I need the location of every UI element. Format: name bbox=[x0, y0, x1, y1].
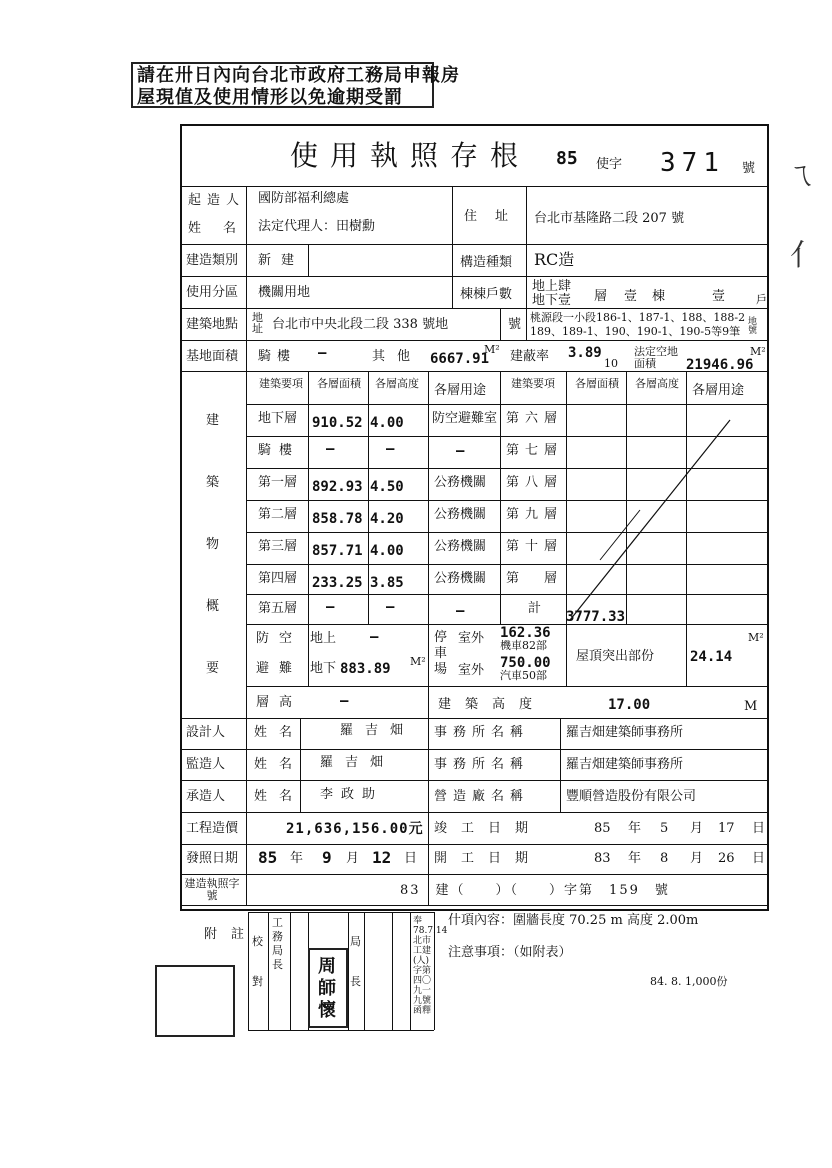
supervisor-name: 羅吉畑 bbox=[320, 755, 396, 770]
designer-office: 羅吉畑建築師事務所 bbox=[566, 725, 684, 740]
floors-below: 地下壹 bbox=[532, 293, 572, 308]
contractor-name-label: 姓名 bbox=[254, 789, 305, 804]
site-lot-suffix: 地號 bbox=[748, 317, 758, 336]
contractor-label: 承造人 bbox=[186, 789, 226, 804]
cost-label: 工程造價 bbox=[186, 821, 239, 836]
site-lot-label: 號 bbox=[508, 317, 522, 332]
parking-out-label: 室外 bbox=[458, 631, 485, 646]
bldg-height-label: 建築高度 bbox=[438, 697, 547, 712]
notes-item-1: 什項內容：圍牆長度 70.25 m 高度 2.00m bbox=[448, 913, 699, 928]
row-item: 地下層 bbox=[258, 411, 298, 426]
site-lots-1: 桃源段一小段186-1、187-1、188、188-2 bbox=[530, 311, 746, 324]
floor-unit: 層 bbox=[594, 289, 608, 304]
row-area: 892.93 bbox=[312, 479, 363, 495]
official-seal-icon bbox=[155, 965, 235, 1037]
permit-year: 85 bbox=[556, 148, 578, 169]
hdr-use-l: 各層用途 bbox=[434, 383, 487, 398]
permit-value: 83 建（ ）（ ）字第 159 號 bbox=[400, 883, 670, 898]
row-height: 4.20 bbox=[370, 511, 404, 527]
site-value: 台北市中央北段二段 338 號地 bbox=[272, 317, 449, 332]
row-item: 第五層 bbox=[258, 601, 298, 616]
contractor-company: 豐順營造股份有限公司 bbox=[566, 789, 697, 804]
row-item: 第三層 bbox=[258, 539, 298, 554]
roof-value: 24.14 bbox=[690, 649, 733, 665]
hdr-area-l: 各層面積 bbox=[317, 377, 361, 390]
other-unit: M² bbox=[484, 343, 500, 356]
other-value: 6667.91 bbox=[430, 351, 490, 367]
row-use: — bbox=[456, 443, 465, 459]
row-area: 910.52 bbox=[312, 415, 363, 431]
arcade-value: — bbox=[318, 345, 327, 361]
parking-in-note: 汽車50部 bbox=[500, 669, 547, 682]
agent-value: 法定代理人：田樹勳 bbox=[258, 219, 376, 234]
permit-label: 建造執照字號 bbox=[184, 877, 240, 902]
shelter-label-2: 避難 bbox=[256, 661, 303, 676]
coverage-unit: 10 bbox=[604, 357, 618, 370]
notice-line-2: 屋現值及使用情形以免逾期受罰 bbox=[137, 87, 403, 108]
approval-col-2: 工務局長 bbox=[272, 916, 283, 971]
designer-label: 設計人 bbox=[186, 725, 226, 740]
supervisor-label: 監造人 bbox=[186, 757, 226, 772]
permit-prefix: 使字 bbox=[596, 157, 623, 172]
row-height: — bbox=[386, 441, 395, 457]
notes-label: 附註 bbox=[204, 927, 259, 942]
row-use: 公務機關 bbox=[434, 507, 487, 522]
coverage-value: 3.89 bbox=[568, 345, 602, 361]
contractor-name: 李政助 bbox=[320, 787, 384, 802]
bldg-count: 壹 bbox=[624, 289, 638, 304]
zone-label: 使用分區 bbox=[186, 285, 239, 300]
shelter-below-value: 883.89 bbox=[340, 661, 391, 677]
other-label: 其他 bbox=[372, 349, 423, 364]
start-label: 開工日期 bbox=[434, 851, 543, 866]
shelter-label-1: 防空 bbox=[256, 631, 303, 646]
parking-out-note: 機車82部 bbox=[500, 639, 547, 652]
owner-value: 國防部福利總處 bbox=[258, 191, 350, 206]
bldg-height-value: 17.00 bbox=[608, 697, 651, 713]
approval-side-text: 奉78.7.14北市工建(人)字第四〇九一九號函釋 bbox=[413, 916, 448, 1016]
total-area: 3777.33 bbox=[566, 609, 626, 625]
row-use: 公務機關 bbox=[434, 571, 487, 586]
units-count: 壹 bbox=[712, 289, 726, 304]
arcade-label: 騎樓 bbox=[258, 349, 297, 364]
form-title: 使用執照存根 bbox=[290, 139, 531, 172]
notes-footer: 84. 8. 1,000份 bbox=[650, 975, 728, 988]
void-strike-lines bbox=[560, 400, 740, 630]
row-area: — bbox=[326, 599, 335, 615]
permit-suffix: 號 bbox=[742, 161, 756, 176]
row-height: 4.00 bbox=[370, 415, 404, 431]
hdr-height-l: 各層高度 bbox=[375, 377, 419, 390]
permit-number: 371 bbox=[660, 148, 725, 178]
row-item: 第一層 bbox=[258, 475, 298, 490]
hdr-item-r: 建築要項 bbox=[511, 377, 555, 390]
row-use: — bbox=[456, 603, 465, 619]
story-height-value: — bbox=[340, 693, 349, 709]
row-area: 858.78 bbox=[312, 511, 363, 527]
row-area: 857.71 bbox=[312, 543, 363, 559]
address-value: 台北市基隆路二段 207 號 bbox=[534, 211, 685, 226]
row-use: 防空避難室 bbox=[432, 411, 498, 426]
row-height: 3.85 bbox=[370, 575, 404, 591]
row-item: 第四層 bbox=[258, 571, 298, 586]
story-height-label: 層高 bbox=[256, 695, 303, 710]
parking-in-label: 室外 bbox=[458, 663, 485, 678]
build-type-value: 新建 bbox=[258, 253, 305, 268]
address-label: 住址 bbox=[464, 209, 527, 224]
roof-label: 屋頂突出部份 bbox=[576, 649, 655, 664]
designer-office-label: 事務所名稱 bbox=[434, 725, 530, 740]
structure-label: 構造種類 bbox=[460, 255, 513, 270]
hdr-height-r: 各層高度 bbox=[635, 377, 679, 390]
legal-value: 21946.96 bbox=[686, 357, 754, 373]
issue-label: 發照日期 bbox=[186, 851, 239, 866]
bldg-height-unit: M bbox=[744, 699, 758, 714]
complete-label: 竣工日期 bbox=[434, 821, 543, 836]
site-lots-2: 189、189-1、190、190-1、190-5等9筆 bbox=[530, 325, 741, 338]
owner-label: 起造人 bbox=[188, 193, 246, 208]
approval-col-1: 校對 bbox=[252, 935, 263, 988]
row-height: 4.50 bbox=[370, 479, 404, 495]
supervisor-office: 羅吉畑建築師事務所 bbox=[566, 757, 684, 772]
name-label: 姓名 bbox=[188, 221, 259, 236]
structure-value: RC造 bbox=[534, 250, 575, 269]
build-type-label: 建造類別 bbox=[186, 253, 239, 268]
shelter-unit: M² bbox=[410, 655, 426, 668]
notice-stamp bbox=[131, 62, 460, 108]
supervisor-name-label: 姓名 bbox=[254, 757, 305, 772]
row-item: 騎樓 bbox=[258, 443, 301, 458]
cost-value: 21,636,156.00元 bbox=[286, 821, 424, 837]
parking-label: 停車場 bbox=[434, 630, 448, 677]
chief-seal-icon: 周師懷 bbox=[308, 948, 348, 1028]
legal-unit: M² bbox=[750, 345, 766, 358]
approval-col-3: 局長 bbox=[350, 935, 361, 988]
designer-name: 羅吉畑 bbox=[340, 723, 416, 738]
parking-out-value: 162.36 bbox=[500, 625, 551, 641]
site-prefix: 地址 bbox=[252, 311, 263, 335]
notice-line-1: 請在卅日內向台北市政府工務局申報房 bbox=[137, 65, 460, 86]
parking-in-value: 750.00 bbox=[500, 655, 551, 671]
designer-name-label: 姓名 bbox=[254, 725, 305, 740]
hdr-area-r: 各層面積 bbox=[575, 377, 619, 390]
roof-unit: M² bbox=[748, 631, 764, 644]
area-label: 基地面積 bbox=[186, 349, 239, 364]
row-item: 第二層 bbox=[258, 507, 298, 522]
row-area: 233.25 bbox=[312, 575, 363, 591]
row-height: 4.00 bbox=[370, 543, 404, 559]
hdr-use-r: 各層用途 bbox=[692, 383, 745, 398]
row-area: — bbox=[326, 441, 335, 457]
row-use: 公務機關 bbox=[434, 539, 487, 554]
floors-above: 地上肆 bbox=[532, 279, 572, 294]
shelter-below-label: 地下 bbox=[310, 661, 337, 676]
count-label: 棟棟戶數 bbox=[460, 287, 513, 302]
contractor-company-label: 營造廠名稱 bbox=[434, 789, 530, 804]
coverage-label: 建蔽率 bbox=[510, 349, 550, 364]
row-use: 公務機關 bbox=[434, 475, 487, 490]
bldg-unit: 棟 bbox=[652, 289, 666, 304]
supervisor-office-label: 事務所名稱 bbox=[434, 757, 530, 772]
legal-label: 法定空地面積 bbox=[634, 345, 678, 370]
edge-mark-icon: ㄟ bbox=[786, 158, 816, 193]
shelter-above-value: — bbox=[370, 629, 379, 645]
notes-item-2: 注意事項：（如附表） bbox=[448, 945, 572, 960]
edge-mark-icon: 亻 bbox=[790, 238, 820, 273]
hdr-item-l: 建築要項 bbox=[259, 377, 303, 390]
units-unit: 戶 bbox=[756, 293, 767, 306]
site-label: 建築地點 bbox=[186, 317, 239, 332]
zone-value: 機關用地 bbox=[258, 285, 311, 300]
row-height: — bbox=[386, 599, 395, 615]
shelter-above-label: 地上 bbox=[310, 631, 337, 646]
